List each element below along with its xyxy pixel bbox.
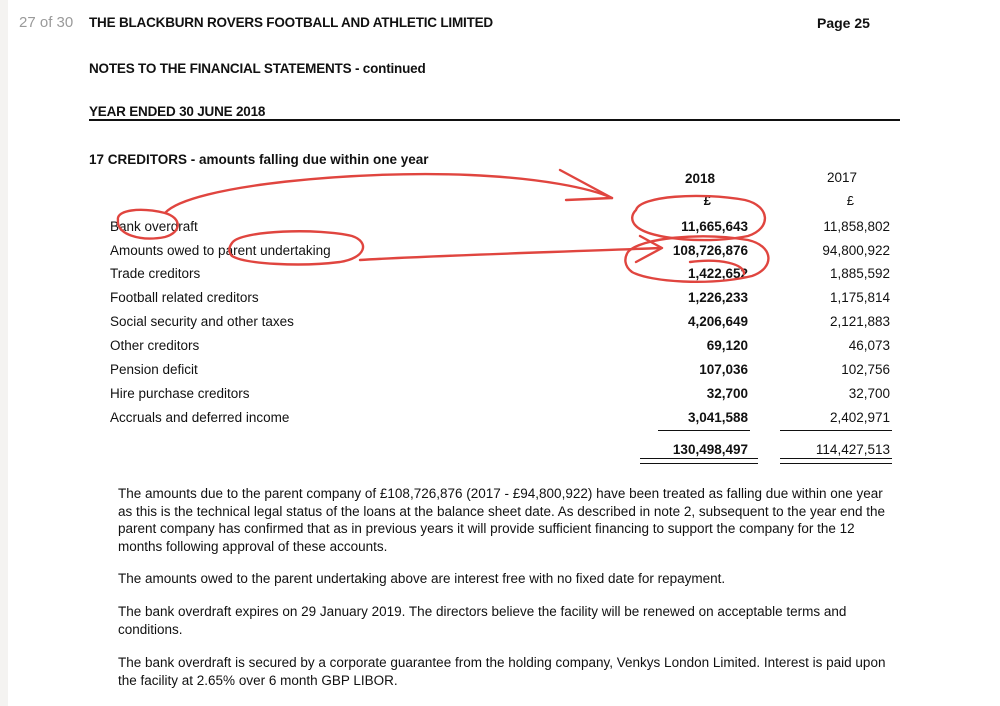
page-number: Page 25 bbox=[817, 15, 870, 31]
row-label: Trade creditors bbox=[110, 266, 201, 281]
row-label: Football related creditors bbox=[110, 290, 259, 305]
value-2017: 1,885,592 bbox=[829, 266, 890, 281]
value-2018: 32,700 bbox=[706, 386, 748, 401]
value-2017: 1,175,814 bbox=[829, 290, 890, 305]
column-header-2018: 2018 bbox=[684, 171, 715, 186]
value-2018: 1,422,652 bbox=[687, 266, 748, 281]
value-2018: 3,041,588 bbox=[687, 410, 748, 425]
row-label: Pension deficit bbox=[110, 362, 198, 377]
scribble-trade-creditors bbox=[690, 261, 744, 274]
value-2017: 94,800,922 bbox=[822, 243, 890, 258]
value-2018: 11,665,643 bbox=[681, 219, 748, 234]
page-counter: 27 of 30 bbox=[19, 14, 74, 31]
currency-2017: £ bbox=[846, 193, 854, 208]
paragraph-interest-free: The amounts owed to the parent undertaking above are interest free with no fixed date for repayment. bbox=[118, 571, 726, 586]
value-2017: 102,756 bbox=[841, 362, 890, 377]
value-2017: 11,858,802 bbox=[823, 219, 890, 234]
value-2017: 46,073 bbox=[848, 338, 890, 353]
value-2018: 108,726,876 bbox=[672, 243, 748, 258]
currency-2018: £ bbox=[703, 193, 711, 208]
arrow-parent-undertaking bbox=[360, 248, 660, 260]
company-name: THE BLACKBURN ROVERS FOOTBALL AND ATHLETIC LIMITED bbox=[89, 15, 493, 30]
row-label: Bank overdraft bbox=[110, 219, 198, 234]
value-2018: 1,226,233 bbox=[687, 290, 748, 305]
paragraph-parent-loans: The amounts due to the parent company of £108,726,876 (2017 - £94,800,922) have been treated as falling due within one year as this is the technical legal status of the loans at the balance sheet date. As described in note 2, subsequent to the year end the parent company has confirmed that as in previous years it will provide sufficient financing to support the company for the 12 months following approval of these accounts. bbox=[118, 486, 886, 554]
arrow-bank-overdraft bbox=[165, 174, 612, 213]
value-2018: 107,036 bbox=[699, 362, 748, 377]
value-2018: 69,120 bbox=[706, 338, 748, 353]
value-2018: 4,206,649 bbox=[687, 314, 748, 329]
row-label: Amounts owed to parent undertaking bbox=[110, 243, 331, 258]
column-header-2017: 2017 bbox=[826, 170, 857, 185]
total-2018: 130,498,497 bbox=[672, 442, 748, 457]
year-ended: YEAR ENDED 30 JUNE 2018 bbox=[89, 104, 266, 119]
circle-parent-undertaking bbox=[229, 231, 363, 264]
paragraph-overdraft-security: The bank overdraft is secured by a corporate guarantee from the holding company, Venkys London Limited. Interest is paid upon the facility at 2.65% over 6 month GBP LIBOR. bbox=[118, 655, 886, 688]
row-label: Other creditors bbox=[110, 338, 200, 353]
value-2017: 32,700 bbox=[848, 386, 890, 401]
circle-bank-overdraft-value bbox=[632, 196, 765, 240]
total-2017: 114,427,513 bbox=[815, 442, 890, 457]
section-heading: 17 CREDITORS - amounts falling due within one year bbox=[89, 152, 429, 167]
paragraph-overdraft-expiry: The bank overdraft expires on 29 January 2019. The directors believe the facility will be renewed on acceptable terms and conditions. bbox=[118, 604, 847, 637]
circle-parent-value bbox=[625, 236, 768, 281]
row-label: Social security and other taxes bbox=[110, 314, 294, 329]
value-2017: 2,121,883 bbox=[829, 314, 890, 329]
row-label: Hire purchase creditors bbox=[110, 386, 250, 401]
value-2017: 2,402,971 bbox=[829, 410, 890, 425]
notes-title: NOTES TO THE FINANCIAL STATEMENTS - continued bbox=[89, 61, 426, 76]
row-label: Accruals and deferred income bbox=[110, 410, 290, 425]
circle-bank-overdraft bbox=[118, 210, 178, 239]
